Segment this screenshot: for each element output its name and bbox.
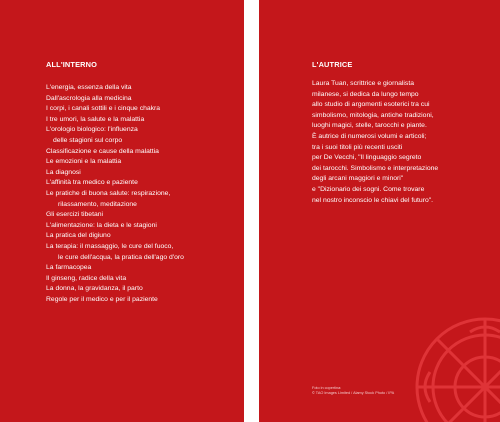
red-circular-emblem-icon — [410, 312, 500, 422]
contents-item-text: Regole per il medico e per il paziente — [46, 295, 158, 303]
author-bio-line: È autrice di numerosi volumi e articoli; — [312, 132, 427, 140]
contents-item-text: La diagnosi — [46, 168, 81, 176]
contents-item — [46, 94, 236, 105]
contents-item-text: I tre umori, la salute e la malattia — [46, 115, 145, 123]
author-bio-line: per De Vecchi, "Il linguaggio segreto — [312, 154, 422, 162]
contents-item-text: La terapia: il massaggio, le cure del fuoco, — [46, 242, 174, 250]
contents-item — [46, 295, 236, 306]
author-bio-line: luoghi magici, stelle, tarocchi e piante. — [312, 122, 427, 130]
contents-item-text: L'alimentazione: la dieta e le stagioni — [46, 221, 157, 229]
author-bio — [312, 79, 492, 206]
contents-item-text: Le pratiche di buona salute: respirazione, — [46, 189, 171, 197]
author-bio-line: nel nostro inconscio le chiavi del futuro". — [312, 196, 434, 204]
contents-item — [46, 263, 236, 274]
photo-credit — [312, 386, 394, 396]
contents-item — [46, 115, 236, 126]
contents-item-text: L'orologio biologico: l'influenza — [46, 126, 138, 134]
author-bio-line: Laura Tuan, scrittrice e giornalista — [312, 80, 415, 87]
contents-item-text: I corpi, i canali sottili e i cinque chakra — [46, 105, 161, 113]
author-heading: L'AUTRICE — [312, 60, 353, 69]
contents-item — [46, 104, 236, 115]
contents-item — [46, 189, 236, 210]
contents-item — [46, 83, 236, 94]
contents-item-text: L'energia, essenza della vita — [46, 84, 132, 91]
author-bio-line: e "Dizionario dei sogni. Come trovare — [312, 185, 425, 193]
contents-item — [46, 147, 236, 158]
contents-item-text: Le emozioni e la malattia — [46, 158, 122, 166]
photo-credit-line: © TAO Images Limited / Alamy Stock Photo / IPA — [312, 391, 395, 395]
author-bio-line: dei tarocchi. Simbolismo e interpretazione — [312, 164, 439, 172]
left-flap — [0, 0, 244, 422]
author-bio-line: simbolismo, mitologia, antiche tradizioni, — [312, 111, 434, 119]
contents-item — [46, 210, 236, 221]
right-flap — [259, 0, 500, 422]
contents-item — [46, 178, 236, 189]
contents-item-continuation: delle stagioni sul corpo — [53, 136, 123, 144]
contents-item-text: La farmacopea — [46, 264, 92, 272]
contents-item-text: La pratica del digiuno — [46, 232, 111, 240]
contents-item — [46, 274, 236, 285]
contents-list — [46, 83, 236, 305]
contents-item — [46, 157, 236, 168]
author-bio-line: milanese, si dedica da lungo tempo — [312, 90, 419, 98]
photo-credit-line: Foto in copertina: — [312, 386, 342, 390]
contents-item-text: Classificazione e cause della malattia — [46, 147, 159, 155]
contents-item — [46, 125, 236, 146]
contents-item-text: Gli esercizi tibetani — [46, 211, 104, 219]
contents-item-text: Il ginseng, radice della vita — [46, 274, 127, 282]
contents-item — [46, 231, 236, 242]
author-bio-line: degli arcani maggiori e minori" — [312, 175, 404, 183]
contents-item — [46, 284, 236, 295]
author-bio-line: tra i suoi titoli più recenti usciti — [312, 143, 403, 151]
contents-item — [46, 168, 236, 179]
contents-item-continuation: le cure dell'acqua, la pratica dell'ago d'oro — [58, 253, 184, 261]
contents-item-text: La donna, la gravidanza, il parto — [46, 285, 143, 293]
contents-item — [46, 221, 236, 232]
contents-item — [46, 242, 236, 263]
contents-item-text: L'affinità tra medico e paziente — [46, 179, 138, 187]
contents-heading: ALL'INTERNO — [46, 60, 98, 69]
contents-item-text: Dall'ascrologia alla medicina — [46, 94, 132, 102]
author-bio-line: allo studio di argomenti esoterici tra cui — [312, 101, 430, 109]
contents-item-continuation: rilassamento, meditazione — [58, 200, 137, 208]
